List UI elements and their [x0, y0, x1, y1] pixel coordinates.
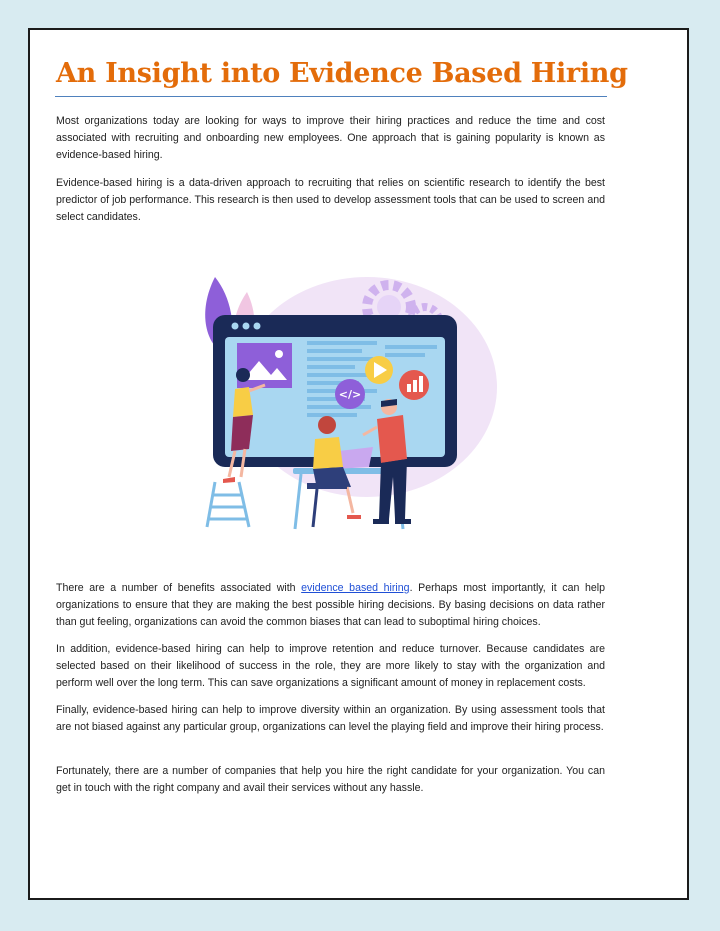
definition-paragraph: Evidence-based hiring is a data-driven approach to recruiting that relies on scientific research to identify the best predictor of job performance. This research is then used to develop assessment tools that can be used to screen and select candidates. [56, 177, 605, 223]
benefits-text-after: . Perhaps most importantly, it can help organizations to ensure that they are making the best possible hiring decisions. By basing decisions on data rather than gut feeling, organizations can avoid the common biases that can lead to suboptimal hiring choices. [56, 582, 605, 628]
benefits-paragraph [56, 580, 605, 631]
hiring-illustration [167, 237, 497, 567]
diversity-paragraph: Finally, evidence-based hiring can help to improve diversity within an organization. By using assessment tools that are not biased against any particular group, organizations can level the playing field and improve their hiring process. [56, 704, 605, 733]
evidence-based-hiring-link[interactable]: evidence based hiring [301, 582, 410, 594]
svg-text:</>: </> [338, 388, 362, 401]
document-title: An Insight into Evidence Based Hiring [56, 58, 628, 89]
title-underline [55, 96, 607, 97]
retention-paragraph: In addition, evidence-based hiring can help to improve retention and reduce turnover. Because candidates are selected based on their likelihood of success in the role, they are more likely to stay with the organization and perform well over the long term. This can save organizations a significant amount of money in replacement costs. [56, 643, 605, 689]
conclusion-paragraph: Fortunately, there are a number of companies that help you hire the right candidate for your organization. You can get in touch with the right company and avail their services without any hassle. [56, 765, 605, 794]
benefits-text-before: There are a number of benefits associated with [56, 582, 302, 594]
intro-paragraph: Most organizations today are looking for ways to improve their hiring practices and reduce the time and cost associated with recruiting and onboarding new employees. One approach that is gaining popularity is known as evidence-based hiring. [56, 115, 605, 161]
